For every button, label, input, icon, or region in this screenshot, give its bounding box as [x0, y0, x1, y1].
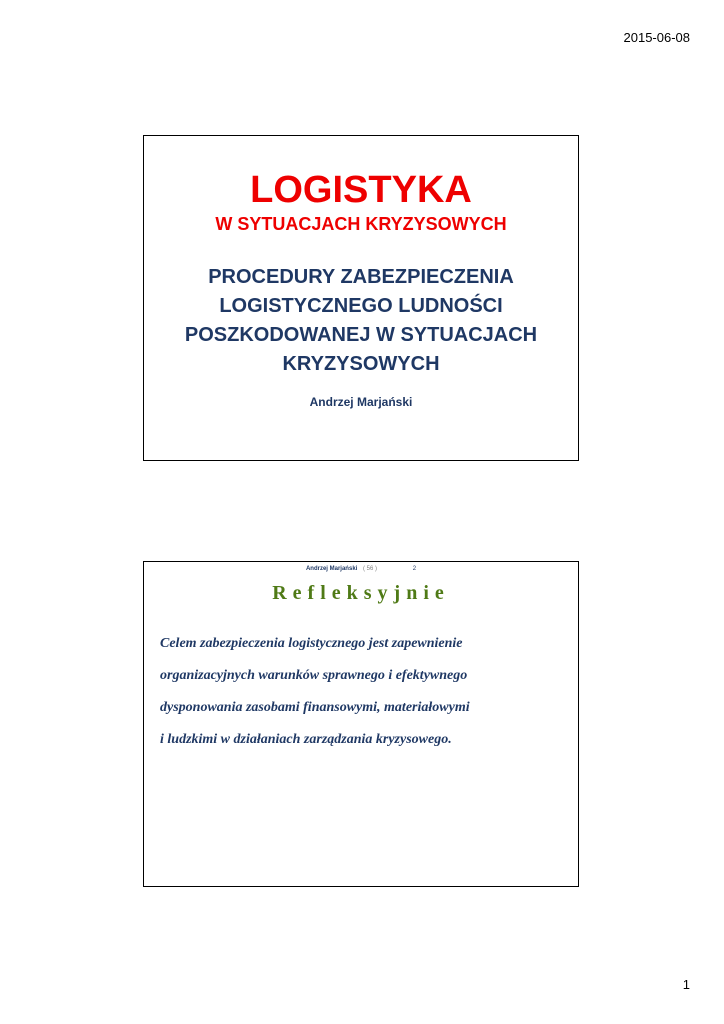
slide-2-body-line: organizacyjnych warunków sprawnego i efektywnego: [160, 668, 468, 683]
slide-2-body: [160, 628, 568, 756]
slide-1-heading-line: POSZKODOWANEJ W SYTUACJACH: [184, 324, 538, 346]
slide-1-heading-line: LOGISTYCZNEGO LUDNOŚCI: [219, 295, 503, 317]
slide-1-heading-line: PROCEDURY ZABEZPIECZENIA: [208, 266, 514, 288]
slide-1-heading-line: KRYZYSOWYCH: [282, 353, 440, 375]
slide-2-body-line: i ludzkimi w działaniach zarządzania kryzysowego.: [160, 732, 452, 747]
slide-2-header-count: ( 56 ): [363, 566, 378, 572]
slide-2-header-number: 2: [412, 566, 417, 572]
slide-2: [143, 561, 579, 887]
page-date: 2015-06-08: [623, 30, 690, 45]
slide-2-body-line: Celem zabezpieczenia logistycznego jest zapewnienie: [160, 636, 463, 651]
slide-1-heading: [144, 263, 578, 379]
slide-1-subtitle: W SYTUACJACH KRYZYSOWYCH: [215, 214, 507, 234]
slide-2-header-author: Andrzej Marjański: [305, 566, 358, 572]
slide-1: [143, 135, 579, 461]
slide-2-body-line: dysponowania zasobami finansowymi, materiałowymi: [160, 700, 470, 715]
slide-1-author: Andrzej Marjański: [309, 395, 413, 409]
slide-1-title: LOGISTYKA: [250, 169, 472, 211]
slide-2-title: Refleksyjnie: [272, 582, 450, 604]
page-number: 1: [682, 977, 690, 992]
slide-2-header: [144, 566, 578, 572]
